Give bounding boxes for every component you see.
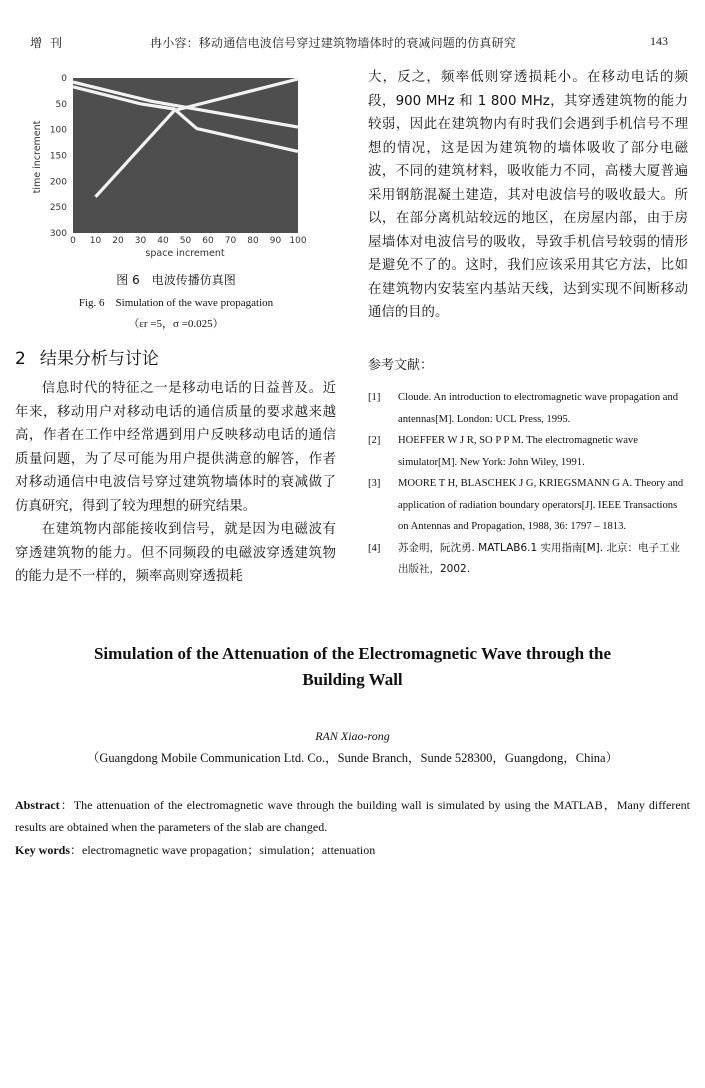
x-tick-label: 30 xyxy=(134,236,147,246)
body-paragraph: 信息时代的特征之一是移动电话的日益普及。近年来，移动用户对移动电话的通信质量的要求越来越高，作者在工作中经常遇到用户反映移动电话的通信质量问题，为了尽可能为用户提供满意的解答，作者对移动通信中电波信号穿过建筑物墙体时的衰减做了仿真研究，得到了较为理想的研究结果。 xyxy=(15,381,336,514)
x-tick-label: 0 xyxy=(70,236,76,246)
english-title-text: Simulation of the Attenuation of the Electromagnetic Wave through the Building Wall xyxy=(93,644,612,689)
y-tick-label: 250 xyxy=(49,203,67,214)
y-tick-label: 100 xyxy=(49,125,67,136)
body-paragraph: 在建筑物内部能接收到信号，就是因为电磁波有穿透建筑物的能力。但不同频段的电磁波穿透建筑物的能力是不一样的，频率高则穿透损耗 xyxy=(15,522,336,584)
x-tick-label: 90 xyxy=(269,236,282,246)
english-affiliation: （Guangdong Mobile Communication Ltd. Co.，Sunde Branch，Sunde 528300，Guangdong，China） xyxy=(86,751,619,765)
left-column xyxy=(15,377,336,589)
reference-number: [3] xyxy=(368,478,381,489)
reference-item xyxy=(368,538,690,581)
x-tick-label: 10 xyxy=(89,236,102,246)
y-tick-label: 50 xyxy=(55,99,67,110)
english-keywords xyxy=(15,839,690,861)
plot-area xyxy=(73,78,298,233)
references-list xyxy=(368,387,690,581)
figure-parameters: （εr =5，σ =0.025） xyxy=(128,318,224,330)
y-tick-label: 300 xyxy=(49,229,67,239)
journal-issue-label: 增刊 xyxy=(30,36,71,50)
right-column xyxy=(368,66,688,325)
x-tick-label: 20 xyxy=(112,236,124,246)
keywords-text: ：electromagnetic wave propagation；simulation；attenuation xyxy=(70,843,376,857)
wave-propagation-chart xyxy=(25,65,310,260)
y-axis-label: time increment xyxy=(32,120,43,194)
reference-item xyxy=(368,473,690,538)
keywords-label: Key words xyxy=(15,843,70,857)
y-tick-label: 150 xyxy=(49,151,67,162)
x-axis-label: space increment xyxy=(145,248,225,259)
reference-text: MOORE T H, BLASCHEK J G, KRIEGSMANN G A. Theory and application of radiation boundary operators[J]. IEEE Transactions on Antennas and Propagation, 1988, 36: 1797 – 1813. xyxy=(398,478,684,532)
x-tick-label: 100 xyxy=(289,236,307,246)
section-number: 2 xyxy=(15,349,26,369)
abstract-label: Abstract xyxy=(15,798,60,812)
reference-text: 苏金明，阮沈勇. MATLAB6.1 实用指南[M]. 北京：电子工业出版社，2002. xyxy=(398,541,680,575)
x-tick-label: 60 xyxy=(202,236,214,246)
x-tick-label: 70 xyxy=(224,236,237,246)
reference-item xyxy=(368,387,690,430)
reference-text: HOEFFER W J R, SO P P M. The electromagnetic wave simulator[M]. New York: John Wiley, 1991. xyxy=(398,435,638,468)
page-number: 143 xyxy=(650,34,668,48)
references-heading: 参考文献： xyxy=(368,358,434,373)
section-heading xyxy=(15,344,159,369)
figure-6 xyxy=(25,65,310,260)
x-tick-label: 40 xyxy=(157,236,169,246)
reference-item xyxy=(368,430,690,473)
y-tick-label: 200 xyxy=(49,177,67,188)
english-author: RAN Xiao-rong xyxy=(315,729,390,743)
figure-caption-en: Fig. 6 Simulation of the wave propagation xyxy=(78,297,274,309)
y-tick-label: 0 xyxy=(61,74,67,84)
english-title xyxy=(0,641,705,693)
x-tick-label: 80 xyxy=(247,236,259,246)
running-title: 冉小容：移动通信电波信号穿过建筑物墙体时的衰减问题的仿真研究 xyxy=(150,36,517,50)
reference-number: [1] xyxy=(368,392,381,403)
abstract-text: ：The attenuation of the electromagnetic wave through the building wall is simulated by using the MATLAB，Many different results are obtained when the parameters of the slab are changed. xyxy=(15,798,690,834)
reference-number: [2] xyxy=(368,435,381,446)
body-paragraph: 大，反之，频率低则穿透损耗小。在移动电话的频段，900 MHz 和 1 800 MHz，其穿透建筑物的能力较弱，因此在建筑物内有时我们会遇到手机信号不理想的情况，这是因为建筑物的墙体吸收了部分电磁波，不同的建筑材料，吸收能力不同，高楼大厦普遍采用钢筋混凝土建造，其对电波信号的吸收最大。所以，在部分离机站较远的地区，在房屋内部，由于房屋墙体对电波信号的吸收，导致手机信号较弱的情形是避免不了的。这时，我们应该采用其它方法，比如在建筑物内安装室内基站天线，达到实现不间断移动通信的目的。 xyxy=(368,70,688,320)
reference-number: [4] xyxy=(368,542,381,554)
section-title: 结果分析与讨论 xyxy=(39,349,159,369)
english-abstract xyxy=(15,794,690,838)
figure-caption-cn: 图 6 电波传播仿真图 xyxy=(116,273,236,287)
x-tick-label: 50 xyxy=(179,236,192,246)
reference-text: Cloude. An introduction to electromagnetic wave propagation and antennas[M]. London: UCL Press, 1995. xyxy=(398,392,679,425)
